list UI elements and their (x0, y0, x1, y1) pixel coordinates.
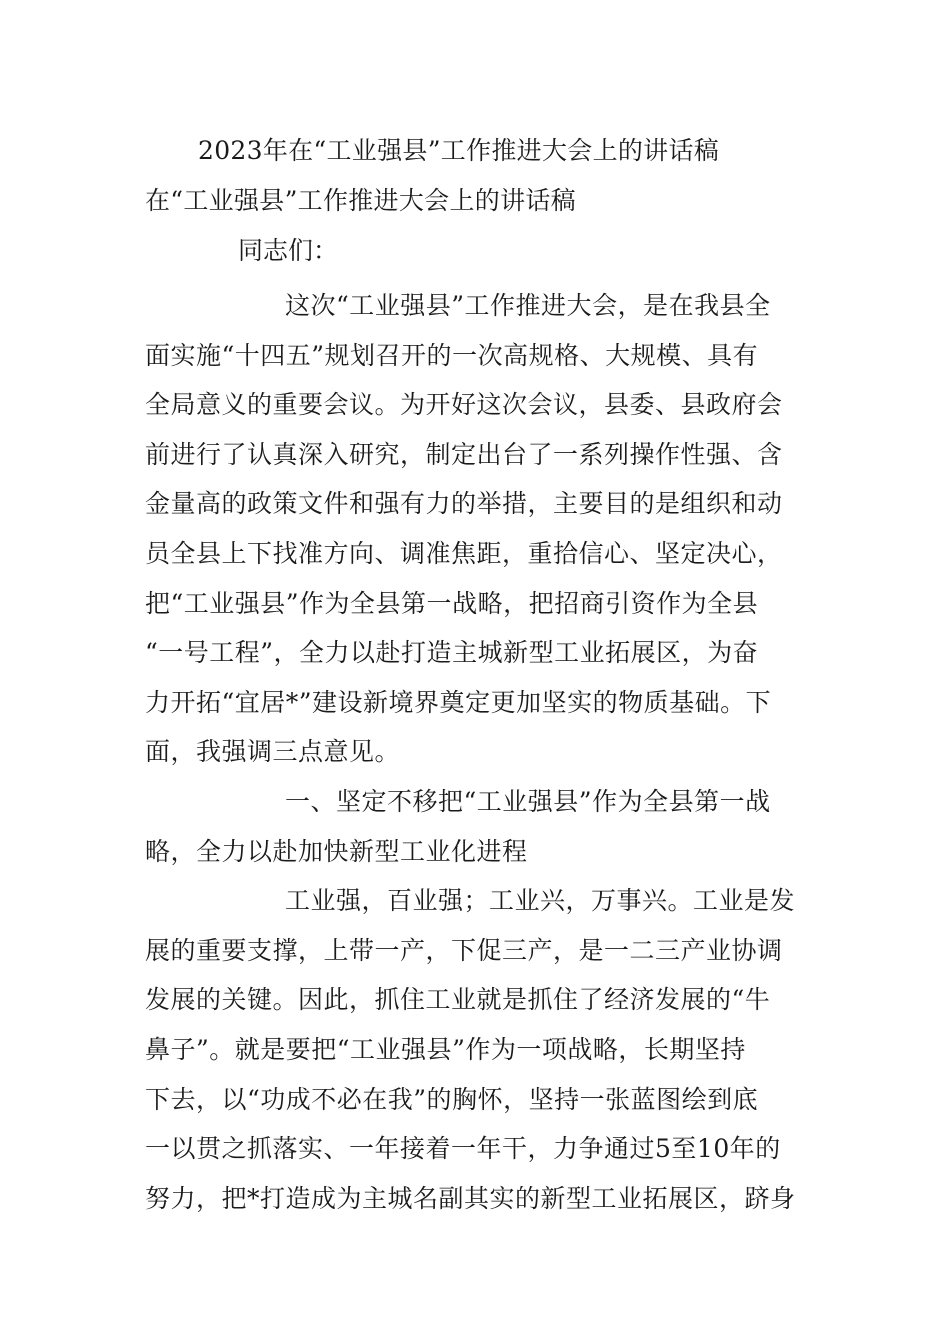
section-heading-line: 一、坚定不移把“工业强县”作为全县第一战 (285, 786, 771, 816)
document-body (145, 281, 807, 1223)
paragraph-line: 面实施“十四五”规划召开的一次高规格、大规模、具有 (145, 340, 759, 370)
paragraph-line: 这次“工业强县”工作推进大会，是在我县全 (285, 291, 771, 320)
paragraph-line: 一以贯之抓落实、一年接着一年干，力争通过5至10年的 (145, 1134, 781, 1164)
paragraph-line: 发展的关键。因此，抓住工业就是抓住了经济发展的“牛 (145, 985, 771, 1015)
paragraph-line: 金量高的政策文件和强有力的举措，主要目的是组织和动 (145, 489, 783, 519)
paragraph-line: 全局意义的重要会议。为开好这次会议，县委、县政府会 (145, 390, 783, 420)
paragraph-line: 工业强，百业强；工业兴，万事兴。工业是发 (285, 886, 796, 916)
paragraph-line: 下去，以“功成不必在我”的胸怀，坚持一张蓝图绘到底 (145, 1084, 759, 1114)
paragraph-line: “一号工程”，全力以赴打造主城新型工业拓展区，为奋 (145, 638, 759, 668)
salutation: 同志们： (238, 236, 339, 265)
paragraph-line: 努力，把*打造成为主城名副其实的新型工业拓展区，跻身 (145, 1183, 796, 1213)
document-subtitle: 在“工业强县”工作推进大会上的讲话稿 (145, 186, 576, 215)
paragraph-line: 展的重要支撑，上带一产，下促三产，是一二三产业协调 (145, 935, 783, 965)
document-title: 2023年在“工业强县”工作推进大会上的讲话稿 (198, 136, 720, 165)
paragraph-line: 力开拓“宜居*”建设新境界奠定更加坚实的物质基础。下 (145, 687, 772, 717)
paragraph-line: 前进行了认真深入研究，制定出台了一系列操作性强、含 (145, 439, 783, 469)
section-heading-line: 略，全力以赴加快新型工业化进程 (145, 836, 528, 866)
paragraph-line: 面，我强调三点意见。 (145, 737, 401, 767)
paragraph-line: 鼻子”。就是要把“工业强县”作为一项战略，长期坚持 (145, 1034, 746, 1064)
paragraph-line: 员全县上下找准方向、调准焦距，重拾信心、坚定决心， (145, 538, 783, 568)
paragraph-line: 把“工业强县”作为全县第一战略，把招商引资作为全县 (145, 588, 759, 618)
